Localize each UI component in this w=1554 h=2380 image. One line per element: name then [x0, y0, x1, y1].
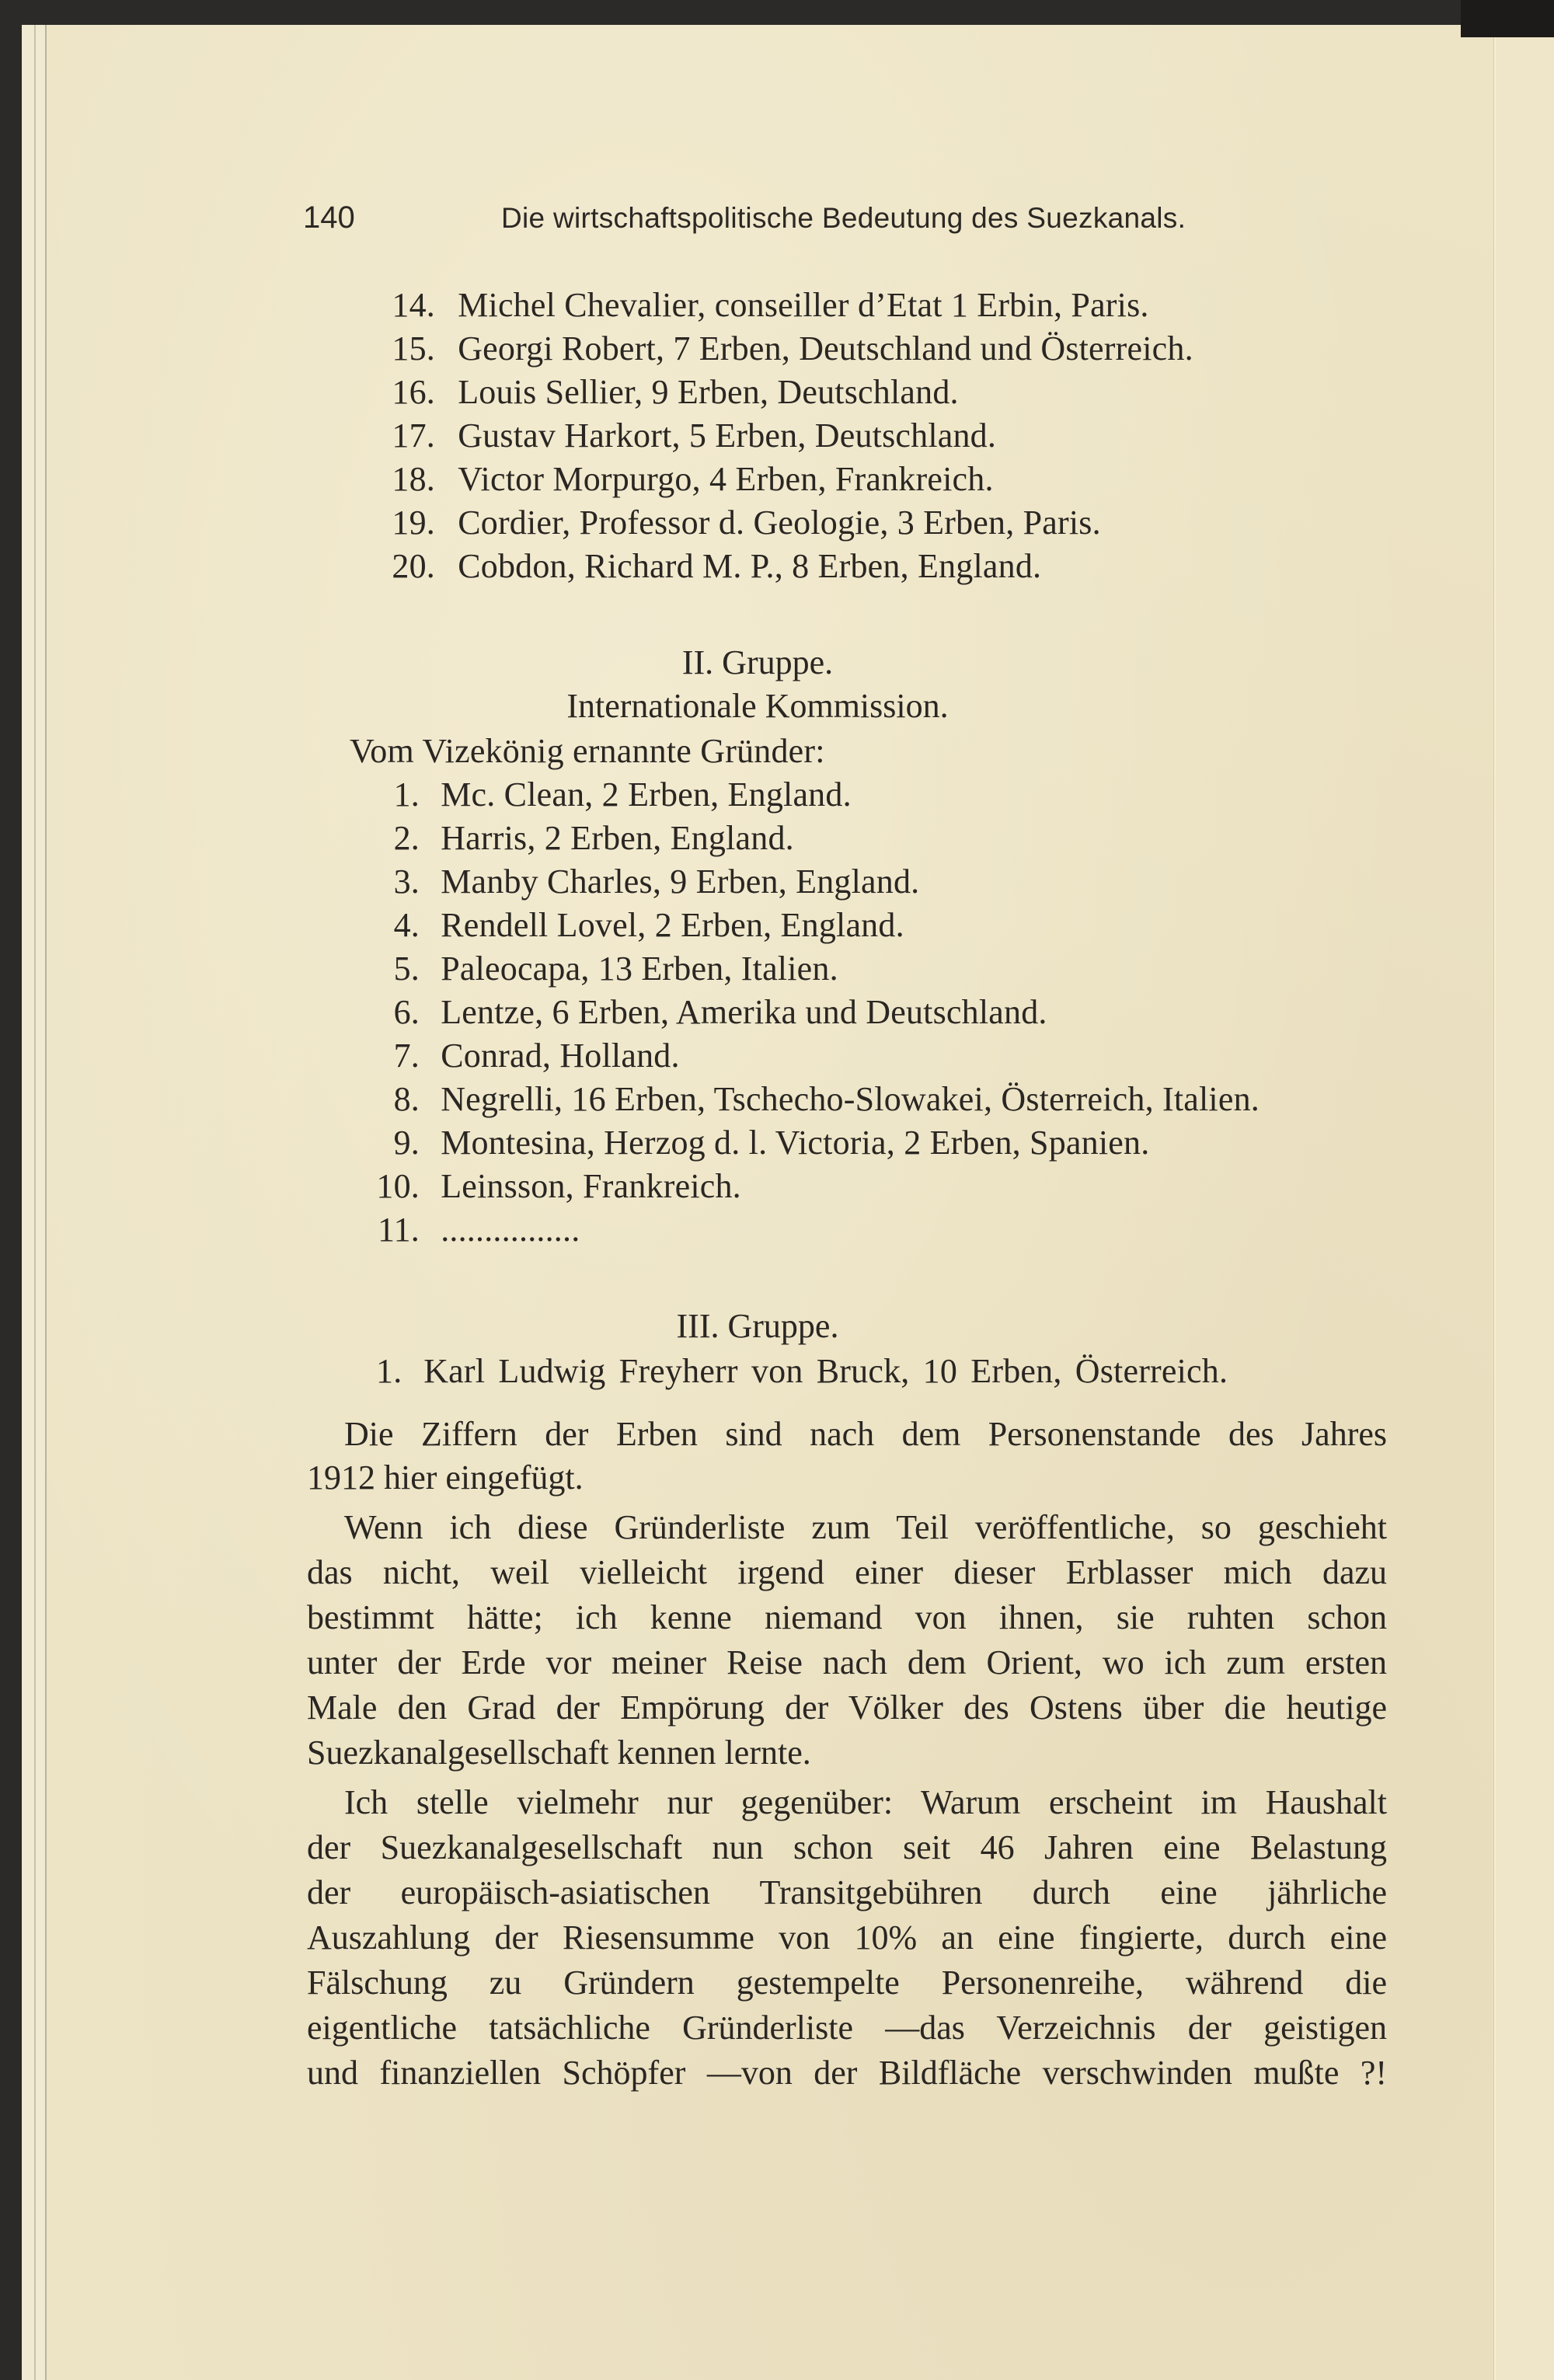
text-line: unter der Erde vor meiner Reise nach dem Orient, wo ich zum ersten: [307, 1643, 1387, 1681]
item-number: 17.: [392, 416, 435, 455]
text-line: Suezkanalgesellschaft kennen lernte.: [307, 1734, 811, 1772]
item-text: Victor Morpurgo, 4 Erben, Frankreich.: [458, 460, 994, 498]
item-text: Mc. Clean, 2 Erben, England.: [441, 775, 852, 814]
list-item: [365, 991, 1047, 1033]
group2-heading: II. Gruppe.: [681, 643, 834, 681]
text-line: 1912 hier eingefügt.: [307, 1458, 584, 1497]
group2-subheading: Internationale Kommission.: [566, 687, 949, 725]
item-number: 18.: [392, 460, 435, 498]
item-text: Georgi Robert, 7 Erben, Deutschland und Österreich.: [458, 329, 1193, 368]
list-item: [365, 817, 794, 859]
text-line: der Suezkanalgesellschaft nun schon seit 46 Jahren eine Belastung: [307, 1828, 1387, 1866]
list-item: [387, 284, 1149, 326]
group2-intro: Vom Vizekönig ernannte Gründer:: [350, 732, 825, 770]
page-number: 140: [303, 200, 355, 235]
text-line: der europäisch-asiatischen Transitgebühren durch eine jährliche: [307, 1873, 1387, 1911]
text-line: eigentliche tatsächliche Gründerliste —das Verzeichnis der geistigen: [307, 2009, 1387, 2047]
list-item: [365, 774, 852, 816]
item-number: 8.: [393, 1080, 420, 1118]
list-item: [365, 1078, 1260, 1120]
group3-heading: III. Gruppe.: [676, 1307, 839, 1345]
list-item: [376, 1350, 1228, 1392]
item-number: 7.: [393, 1037, 420, 1075]
item-text: Louis Sellier, 9 Erben, Deutschland.: [458, 373, 959, 411]
item-number: 5.: [393, 950, 420, 988]
item-text: Lentze, 6 Erben, Amerika und Deutschland.: [441, 993, 1047, 1031]
item-text: Michel Chevalier, conseiller d’Etat 1 Erbin, Paris.: [458, 286, 1149, 324]
item-number: 1.: [376, 1352, 402, 1390]
list-item: [387, 328, 1193, 370]
item-text: Cordier, Professor d. Geologie, 3 Erben, Paris.: [458, 504, 1101, 542]
item-number: 6.: [393, 993, 420, 1031]
item-number: 14.: [392, 286, 435, 324]
list-item: [387, 371, 959, 413]
item-number: 15.: [392, 329, 435, 368]
item-text: Harris, 2 Erben, England.: [441, 819, 794, 857]
list-item: [365, 1166, 741, 1207]
text-line: Fälschung zu Gründern gestempelte Personenreihe, während die: [307, 1964, 1387, 2002]
item-text: Negrelli, 16 Erben, Tschecho-Slowakei, Österreich, Italien.: [441, 1080, 1260, 1118]
list-item: [365, 1122, 1149, 1164]
text-line: Die Ziffern der Erben sind nach dem Personenstande des Jahres: [344, 1415, 1387, 1453]
item-number: 9.: [393, 1124, 420, 1162]
text-line: Wenn ich diese Gründerliste zum Teil veröffentliche, so geschieht: [344, 1508, 1387, 1546]
text-line: Ich stelle vielmehr nur gegenüber: Warum erscheint im Haushalt: [344, 1783, 1387, 1821]
item-number: 16.: [392, 373, 435, 411]
item-text: Karl Ludwig Freyherr von Bruck, 10 Erben, Österreich.: [423, 1352, 1228, 1390]
list-item: [387, 415, 996, 457]
item-number: 1.: [393, 775, 420, 814]
list-item: [365, 1209, 580, 1251]
list-item: [387, 458, 994, 500]
item-number: 11.: [378, 1211, 420, 1249]
item-text: Conrad, Holland.: [441, 1037, 680, 1075]
item-number: 3.: [393, 862, 420, 901]
item-text: Rendell Lovel, 2 Erben, England.: [441, 906, 904, 944]
text-line: bestimmt hätte; ich kenne niemand von ihnen, sie ruhten schon: [307, 1598, 1387, 1636]
item-number: 10.: [376, 1167, 420, 1205]
item-text: Paleocapa, 13 Erben, Italien.: [441, 950, 838, 988]
item-text: Cobdon, Richard M. P., 8 Erben, England.: [458, 547, 1042, 585]
list-item: [365, 948, 838, 990]
item-number: 20.: [392, 547, 435, 585]
item-text: Manby Charles, 9 Erben, England.: [441, 862, 920, 901]
item-text: ................: [441, 1211, 580, 1249]
list-item: [365, 861, 919, 903]
text-line: Auszahlung der Riesensumme von 10% an eine fingierte, durch eine: [307, 1918, 1387, 1957]
text-line: das nicht, weil vielleicht irgend einer dieser Erblasser mich dazu: [307, 1553, 1387, 1591]
item-text: Gustav Harkort, 5 Erben, Deutschland.: [458, 416, 997, 455]
list-item: [387, 545, 1041, 587]
item-number: 19.: [392, 504, 435, 542]
item-number: 2.: [393, 819, 420, 857]
text-line: Male den Grad der Empörung der Völker des Ostens über die heutige: [307, 1688, 1387, 1727]
list-item: [387, 502, 1101, 544]
list-item: [365, 904, 904, 946]
item-number: 4.: [393, 906, 420, 944]
running-title: Die wirtschaftspolitische Bedeutung des Suezkanals.: [501, 202, 1186, 234]
list-item: [365, 1035, 680, 1077]
item-text: Leinsson, Frankreich.: [441, 1167, 741, 1205]
item-text: Montesina, Herzog d. l. Victoria, 2 Erben, Spanien.: [441, 1124, 1150, 1162]
text-line: und finanziellen Schöpfer —von der Bildfläche verschwinden mußte ?!: [307, 2054, 1387, 2092]
